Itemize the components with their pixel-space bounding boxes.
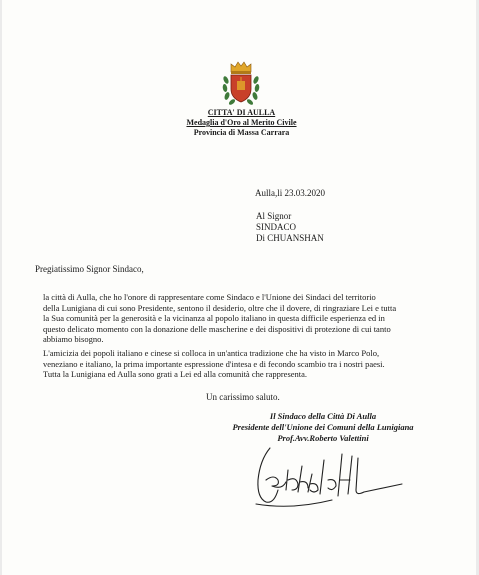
paragraph-line: della Lunigiana di cui sono Presidente, sentono il desiderio, oltre che il dovere, di ringraziare Lei e tutta	[43, 302, 397, 313]
paragraph-line: Tutta la Lunigiana ed Aulla sono grati a Lei ed alla comunità che rappresenta.	[43, 369, 308, 379]
letterhead	[132, 108, 351, 138]
province-line: Provincia di Massa Carrara	[193, 128, 290, 137]
body-paragraph-2	[43, 348, 443, 380]
paragraph-line: abbiamo bisogno.	[43, 334, 104, 344]
recipient-address	[256, 211, 324, 244]
closing-greeting: Un carissimo saluto.	[206, 392, 280, 402]
crown-icon	[231, 62, 251, 72]
salutation: Pregiatissimo Signor Sindaco,	[35, 264, 144, 274]
recipient-line: SINDACO	[256, 222, 297, 232]
recipient-line: Di CHUANSHAN	[256, 233, 324, 243]
paragraph-line: questo delicato momento con la donazione delle mascherine e dei dispositivi di protezione di cui tanto	[43, 323, 391, 334]
recipient-line: Al Signor	[256, 211, 292, 221]
signer-name: Prof.Avv.Roberto Valettini	[277, 433, 369, 443]
signature-icon	[252, 440, 412, 512]
city-name: CITTA' DI AULLA	[207, 108, 276, 117]
paragraph-line: la Sua comunità per la generosità e la vicinanza al popolo italiano in questa difficile esperienza ed in	[43, 313, 385, 323]
paragraph-line: L'amicizia dei popoli italiano e cinese si colloca in un'antica tradizione che ha visto in Marco Polo,	[43, 348, 380, 358]
body-paragraph-1	[43, 292, 443, 345]
letter-page	[2, 0, 476, 575]
paragraph-line: la città di Aulla, che ho l'onore di rappresentare come Sindaco e l'Unione dei Sindaci del territorio	[43, 292, 376, 302]
medal-line: Medaglia d'Oro al Merito Civile	[186, 118, 297, 127]
letter-date: Aulla,li 23.03.2020	[255, 188, 325, 198]
coat-of-arms-icon	[219, 58, 263, 108]
signer-title: Il Sindaco della Città Di Aulla	[269, 411, 377, 421]
paragraph-line: veneziano e italiano, la prima importante espressione d'intesa e di fecondo scambio tra i nostri paesi.	[43, 358, 385, 369]
signer-role: Presidente dell'Unione dei Comuni della Lunigiana	[232, 422, 414, 432]
